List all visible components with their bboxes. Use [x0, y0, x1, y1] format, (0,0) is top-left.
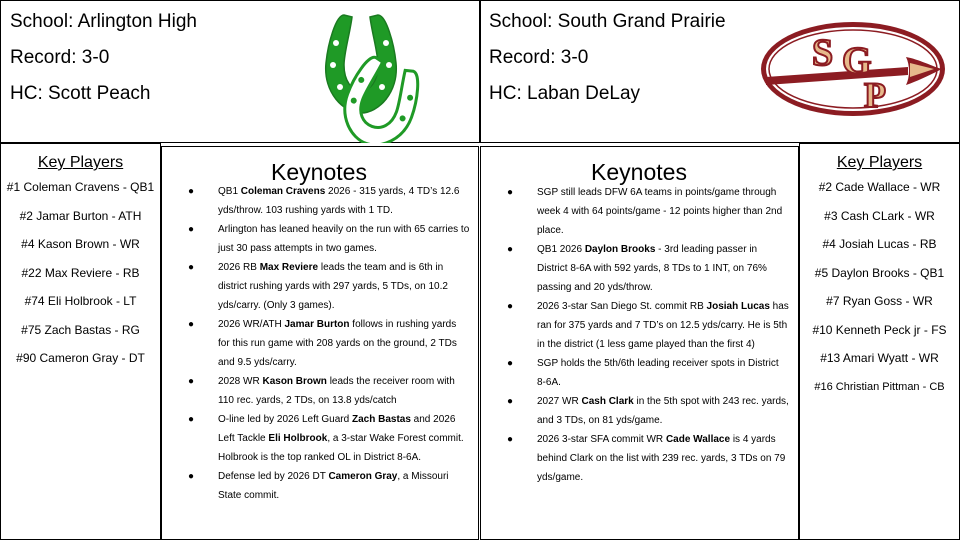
- right-keynotes-panel: [480, 146, 799, 540]
- sgp-letter-p: P: [864, 75, 886, 115]
- bullet-icon: ●: [188, 414, 195, 425]
- bullet-icon: ●: [507, 244, 514, 255]
- right-school: School: South Grand Prairie: [489, 11, 726, 32]
- keynote-player-name: Cade Wallace: [665, 434, 731, 445]
- keynote-text: Arlington has leaned heavily on the run with 65 carries to just 30 pass attempts in two games.: [218, 224, 470, 254]
- left-keynotes-list: [162, 182, 478, 505]
- keynote-text: 2026 - 315 yards, 4 TD’s 12.6 yds/throw. 103 rushing yards with 1 TD.: [218, 186, 460, 216]
- keynote-text: 2026 3-star SFA commit WR: [537, 434, 666, 445]
- key-player-item: #90 Cameron Gray - DT: [16, 351, 145, 365]
- bullet-icon: ●: [507, 187, 514, 198]
- keynote-text: QB1: [218, 186, 241, 197]
- left-keynotes-title: Keynotes: [271, 159, 367, 185]
- bullet-icon: ●: [188, 262, 195, 273]
- keynote-player-name: Cash Clark: [581, 396, 634, 407]
- right-team-header: [480, 0, 960, 143]
- left-school: School: Arlington High: [10, 11, 197, 32]
- keynote-item: [507, 297, 789, 354]
- left-key-players-panel: [0, 143, 161, 540]
- keynote-item: [188, 315, 470, 372]
- sgp-letter-s: S: [812, 32, 834, 74]
- keynote-text: follows in rushing yards for this run game with 208 yards on the ground, 2 TDs and 9.5 yds/carry.: [218, 319, 457, 368]
- keynote-item: [507, 392, 789, 430]
- keynote-player-name: Eli Holbrook: [268, 433, 328, 444]
- key-player-item: #22 Max Reviere - RB: [21, 265, 140, 280]
- keynote-text: 2028 WR: [218, 376, 263, 387]
- left-key-players-title: Key Players: [37, 154, 124, 171]
- key-player-item: #2 Jamar Burton - ATH: [19, 208, 142, 223]
- key-player-item: #5 Daylon Brooks - QB1: [814, 265, 945, 280]
- keynote-item: [507, 430, 789, 487]
- bullet-icon: ●: [507, 358, 514, 369]
- keynote-text: leads the receiver room with 110 rec. yards, 2 TDs, on 13.8 yds/catch: [218, 376, 455, 406]
- sgp-letter-g: G: [842, 40, 872, 82]
- key-player-item: #7 Ryan Goss - WR: [826, 294, 933, 308]
- keynote-text: and 2026 Left Tackle: [218, 414, 456, 444]
- left-team-header: [0, 0, 480, 143]
- keynote-player-name: Daylon Brooks: [584, 244, 656, 255]
- keynote-player-name: Kason Brown: [262, 376, 327, 387]
- keynote-item: [188, 467, 470, 505]
- key-player-item: #75 Zach Bastas - RG: [21, 322, 140, 337]
- keynote-text: SGP still leads DFW 6A teams in points/game through week 4 with 64 points/game - 12 points higher than 2nd place.: [537, 187, 783, 236]
- keynote-text: 2026 3-star San Diego St. commit RB: [537, 301, 707, 312]
- keynote-item: [188, 410, 470, 467]
- keynote-text: O-line led by 2026 Left Guard: [218, 414, 352, 425]
- keynote-text: 2026 RB: [218, 262, 260, 273]
- right-key-players-title: Key Players: [836, 154, 923, 171]
- keynote-player-name: Jamar Burton: [284, 319, 350, 330]
- keynote-player-name: Max Reviere: [259, 262, 319, 273]
- right-keynotes-list: [481, 183, 798, 487]
- keynote-text: , a Missouri State commit.: [218, 471, 449, 501]
- keynote-player-name: Josiah Lucas: [706, 301, 770, 312]
- key-player-item: #13 Amari Wyatt - WR: [820, 351, 939, 365]
- key-player-item: #3 Cash CLark - WR: [824, 208, 935, 223]
- bullet-icon: ●: [188, 319, 195, 330]
- keynote-text: in the 5th spot with 243 rec. yards, and 3 TDs, on 81 yds/game.: [537, 396, 789, 426]
- bullet-icon: ●: [188, 471, 195, 482]
- keynote-text: SGP holds the 5th/6th leading receiver spots in District 8-6A.: [537, 358, 779, 388]
- left-record: Record: 3-0: [10, 47, 110, 68]
- keynote-text: 2026 WR/ATH: [218, 319, 285, 330]
- keynote-item: [507, 183, 789, 240]
- keynote-item: [188, 372, 470, 410]
- right-record: Record: 3-0: [489, 47, 589, 68]
- keynote-item: [507, 240, 789, 297]
- left-keynotes-panel: [161, 146, 479, 540]
- keynote-item: [188, 220, 470, 258]
- sgp-logo: [758, 19, 948, 119]
- keynote-player-name: Coleman Cravens: [240, 186, 326, 197]
- keynote-item: [507, 354, 789, 392]
- key-player-item: #10 Kenneth Peck jr - FS: [812, 322, 947, 337]
- left-coach: HC: Scott Peach: [10, 83, 151, 104]
- keynote-text: Defense led by 2026 DT: [218, 471, 329, 482]
- bullet-icon: ●: [188, 224, 195, 235]
- keynote-player-name: Zach Bastas: [351, 414, 411, 425]
- keynote-item: [188, 258, 470, 315]
- horseshoe-logo: [306, 3, 446, 143]
- key-player-item: #16 Christian Pittman - CB: [814, 380, 945, 393]
- right-keynotes-title: Keynotes: [591, 159, 687, 185]
- left-key-players-list: [1, 180, 160, 365]
- keynote-text: 2027 WR: [537, 396, 582, 407]
- keynote-text: has ran for 375 yards and 7 TD’s on 12.5 yds/carry. He is 5th in the district (1 less game played than the first 4): [537, 301, 789, 350]
- bullet-icon: ●: [507, 434, 514, 445]
- keynote-text: leads the team and is 6th in district rushing yards with 297 yards, 5 TDs, on 10.2 yds/carry. (Only 3 games).: [218, 262, 448, 311]
- keynote-item: [188, 182, 470, 220]
- right-key-players-list: [800, 180, 959, 394]
- keynote-text: , a 3-star Wake Forest commit. Holbrook is the top ranked OL in District 8-6A.: [218, 433, 464, 463]
- key-player-item: #2 Cade Wallace - WR: [818, 180, 941, 194]
- key-player-item: #4 Josiah Lucas - RB: [822, 237, 937, 251]
- keynote-text: is 4 yards behind Clark on the list with 239 rec. yards, 3 TDs on 79 yds/game.: [537, 434, 786, 483]
- keynote-text: - 3rd leading passer in District 8-6A with 592 yards, 8 TDs to 1 INT, on 76% passing and 20 yds/throw.: [537, 244, 767, 293]
- key-player-item: #4 Kason Brown - WR: [21, 237, 140, 251]
- keynote-player-name: Cameron Gray: [328, 471, 398, 482]
- key-player-item: #1 Coleman Cravens - QB1: [6, 180, 155, 194]
- bullet-icon: ●: [507, 396, 514, 407]
- key-player-item: #74 Eli Holbrook - LT: [24, 294, 137, 308]
- right-coach: HC: Laban DeLay: [489, 83, 641, 104]
- keynote-text: QB1 2026: [537, 244, 585, 255]
- bullet-icon: ●: [188, 186, 195, 197]
- bullet-icon: ●: [507, 301, 514, 312]
- bullet-icon: ●: [188, 376, 195, 387]
- right-key-players-panel: [799, 143, 960, 540]
